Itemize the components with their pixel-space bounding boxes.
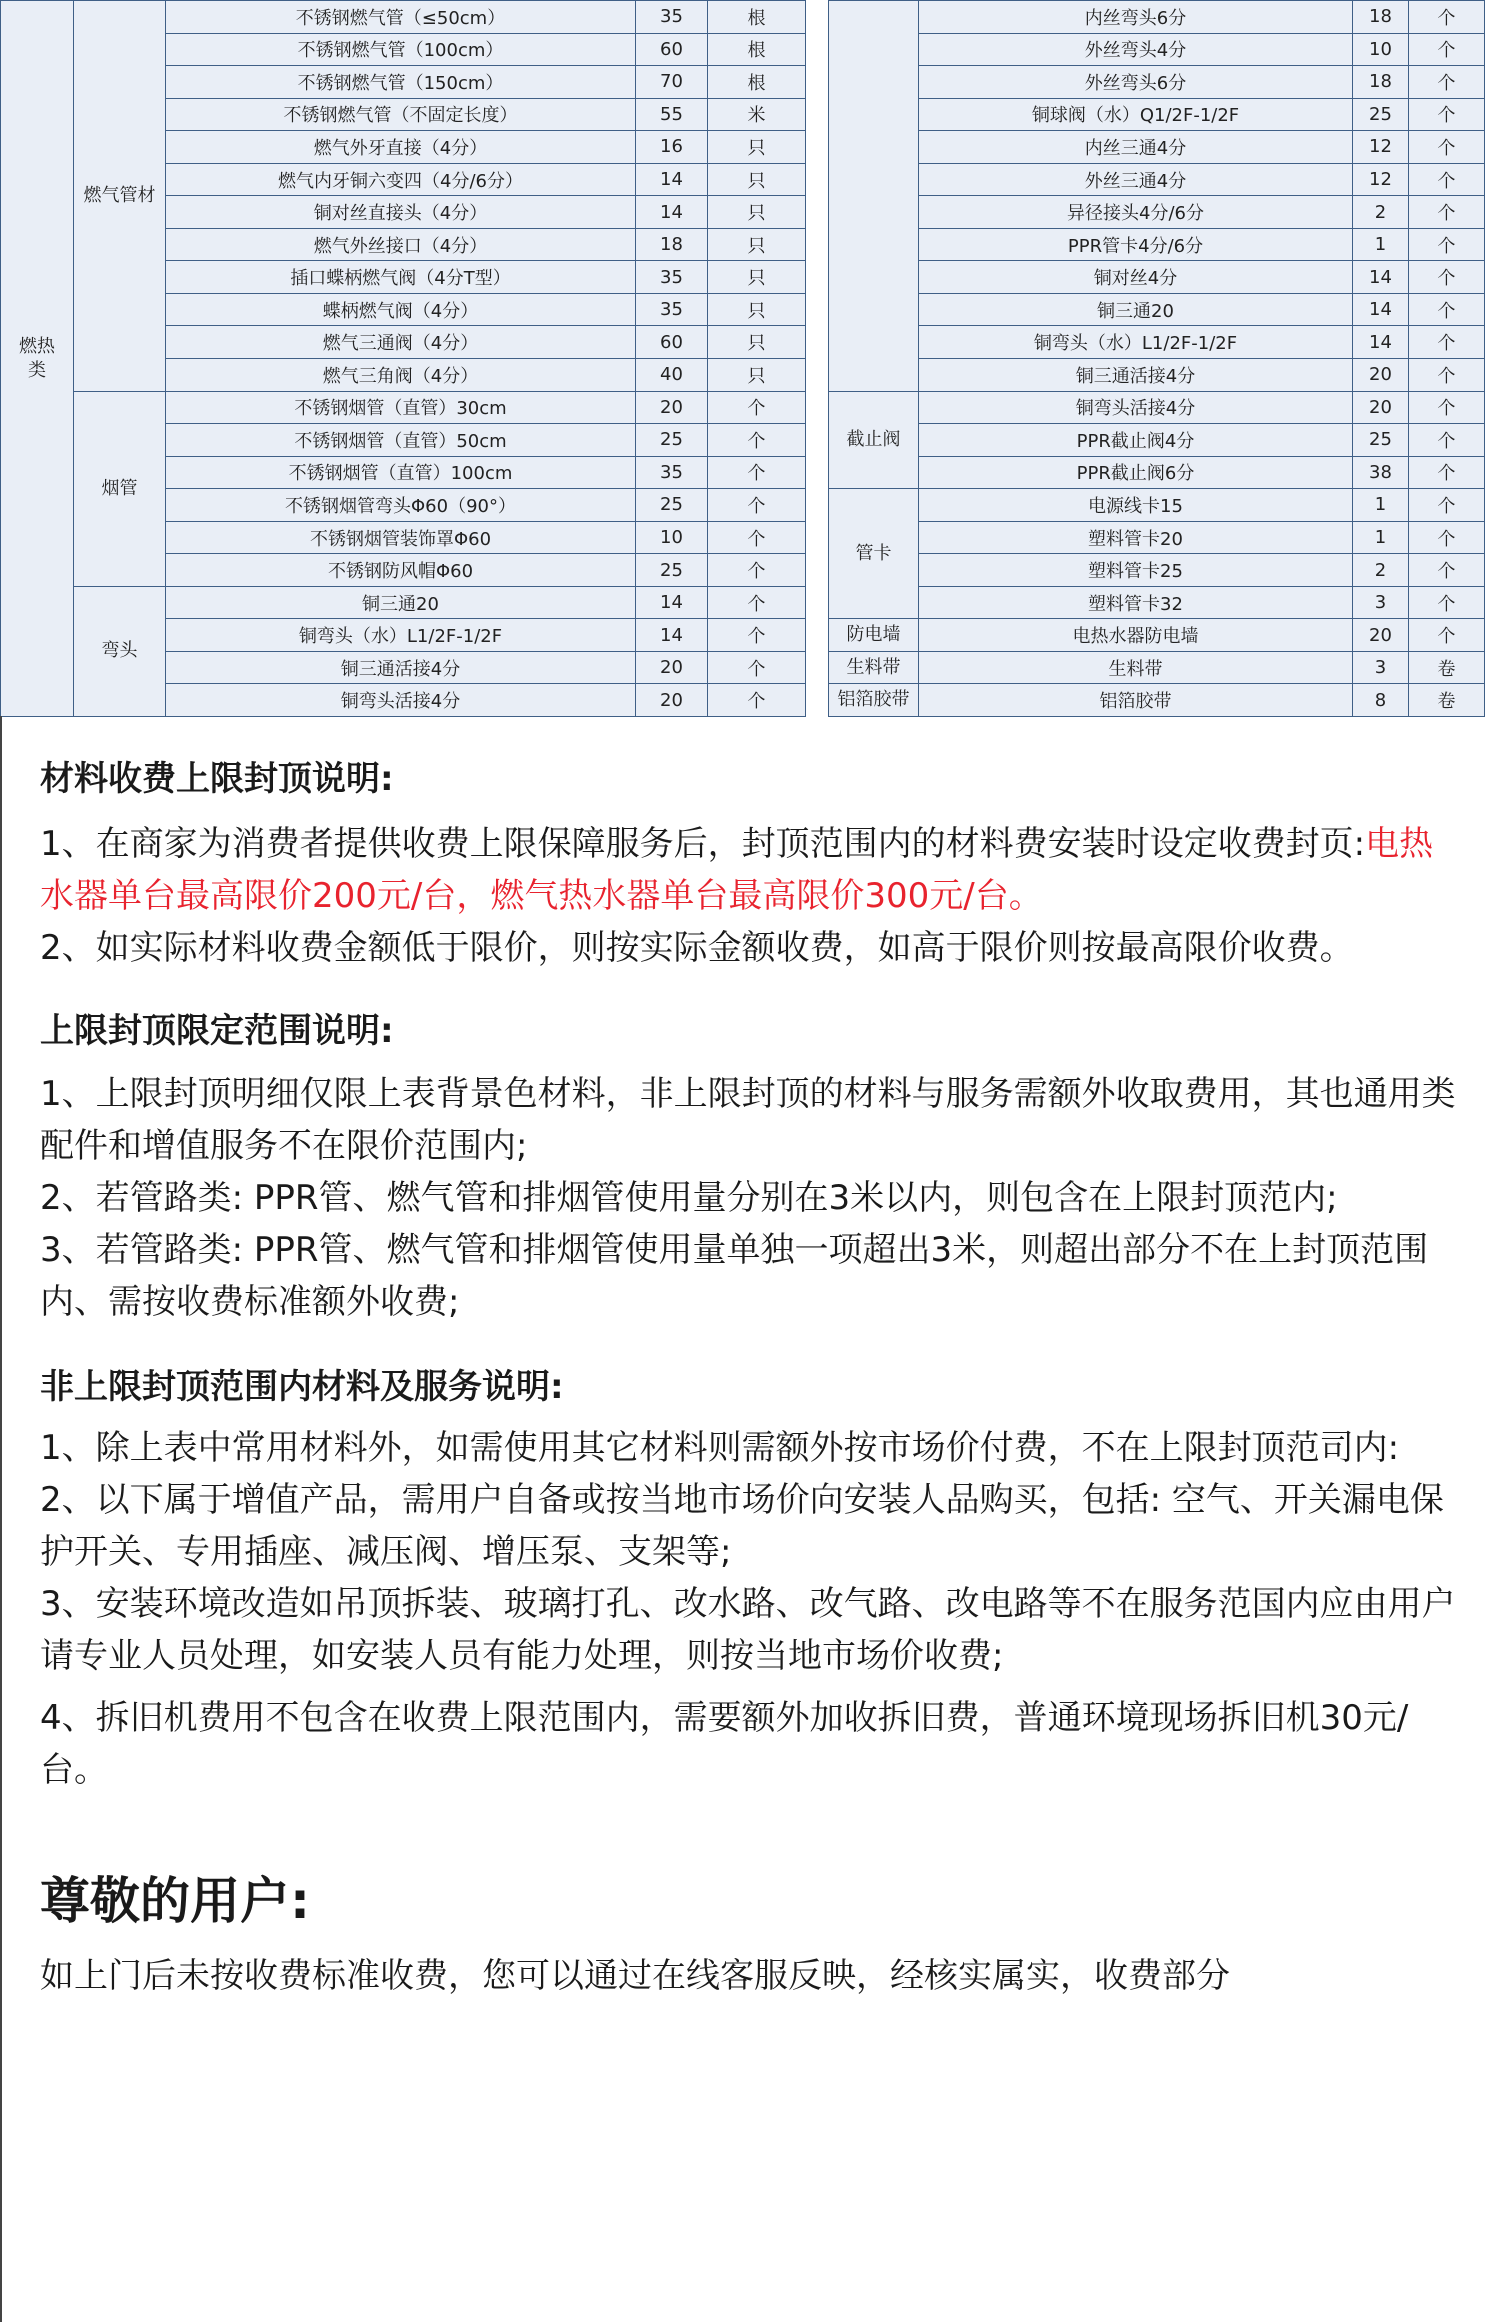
cap-para-1: 1、在商家为消费者提供收费上限保障服务后，封顶范围内的材料费安装时设定收费封页:电热水器单台最高限价200元/台，燃气热水器单台最高限价300元/台。 (40, 824, 1434, 916)
table-row (829, 424, 1485, 457)
item-qty-cell: 25 (636, 424, 708, 457)
subcategory-cell: 防电墙 (829, 619, 919, 652)
table-row (829, 196, 1485, 229)
item-unit-cell: 个 (1409, 391, 1485, 424)
table-row (829, 33, 1485, 66)
item-unit-cell: 个 (1409, 586, 1485, 619)
user-greeting-para: 如上门后未按收费标准收费，您可以通过在线客服反映，经核实属实，收费部分 (40, 1956, 1230, 1996)
subcategory-cell: 烟管 (74, 391, 166, 586)
item-name-cell: 燃气外牙直接（4分） (166, 131, 636, 164)
item-name-cell: 不锈钢防风帽Φ60 (166, 554, 636, 587)
item-unit-cell: 只 (708, 326, 806, 359)
right-price-table (828, 0, 1485, 717)
item-qty-cell: 12 (1353, 163, 1409, 196)
table-row (829, 293, 1485, 326)
item-unit-cell: 根 (708, 66, 806, 99)
item-qty-cell: 2 (1353, 196, 1409, 229)
subcategory-cell: 燃气管材 (74, 1, 166, 392)
notes-section (0, 716, 1500, 2322)
item-unit-cell: 个 (708, 684, 806, 717)
item-name-cell: 插口蝶柄燃气阀（4分T型） (166, 261, 636, 294)
item-unit-cell: 只 (708, 131, 806, 164)
item-name-cell: 塑料管卡32 (919, 586, 1353, 619)
item-unit-cell: 只 (708, 293, 806, 326)
item-qty-cell: 35 (636, 261, 708, 294)
item-unit-cell: 个 (1409, 163, 1485, 196)
table-row (1, 391, 806, 424)
item-name-cell: 不锈钢燃气管（不固定长度） (166, 98, 636, 131)
item-name-cell: 不锈钢燃气管（≤50cm） (166, 1, 636, 34)
item-qty-cell: 60 (636, 33, 708, 66)
item-unit-cell: 米 (708, 98, 806, 131)
item-qty-cell: 35 (636, 293, 708, 326)
item-unit-cell: 个 (1409, 131, 1485, 164)
item-qty-cell: 14 (636, 619, 708, 652)
item-name-cell: 燃气内牙铜六变四（4分/6分） (166, 163, 636, 196)
table-row (829, 684, 1485, 717)
item-name-cell: 不锈钢烟管（直管）30cm (166, 391, 636, 424)
subcategory-cell: 管卡 (829, 489, 919, 619)
item-unit-cell: 只 (708, 196, 806, 229)
item-name-cell: 塑料管卡20 (919, 521, 1353, 554)
item-qty-cell: 14 (636, 196, 708, 229)
item-qty-cell: 14 (636, 163, 708, 196)
item-unit-cell: 个 (1409, 196, 1485, 229)
item-qty-cell: 60 (636, 326, 708, 359)
item-unit-cell: 个 (1409, 489, 1485, 522)
table-row (829, 619, 1485, 652)
item-name-cell: 异径接头4分/6分 (919, 196, 1353, 229)
subcategory-cell: 弯头 (74, 586, 166, 716)
cap-para-2: 2、如实际材料收费金额低于限价，则按实际金额收费，如高于限价则按最高限价收费。 (40, 928, 1354, 968)
table-row (829, 1, 1485, 34)
item-qty-cell: 20 (636, 684, 708, 717)
item-unit-cell: 个 (1409, 424, 1485, 457)
item-name-cell: PPR截止阀6分 (919, 456, 1353, 489)
item-unit-cell: 只 (708, 261, 806, 294)
table-row (829, 261, 1485, 294)
item-unit-cell: 个 (708, 521, 806, 554)
item-name-cell: 外丝弯头4分 (919, 33, 1353, 66)
table-row (829, 326, 1485, 359)
item-unit-cell: 个 (1409, 359, 1485, 392)
table-row (829, 228, 1485, 261)
item-unit-cell: 只 (708, 359, 806, 392)
item-name-cell: 铜球阀（水）Q1/2F-1/2F (919, 98, 1353, 131)
subcategory-cell: 截止阀 (829, 391, 919, 489)
scope-para-2: 2、若管路类: PPR管、燃气管和排烟管使用量分别在3米以内，则包含在上限封顶范内; (40, 1178, 1338, 1218)
item-name-cell: 塑料管卡25 (919, 554, 1353, 587)
table-row (829, 456, 1485, 489)
item-qty-cell: 25 (636, 554, 708, 587)
item-unit-cell: 个 (708, 391, 806, 424)
item-name-cell: 不锈钢烟管弯头Φ60（90°） (166, 489, 636, 522)
item-qty-cell: 14 (1353, 261, 1409, 294)
item-qty-cell: 25 (1353, 98, 1409, 131)
table-row (829, 651, 1485, 684)
item-qty-cell: 20 (1353, 619, 1409, 652)
section-title-extra: 非上限封顶范围内材料及服务说明: (40, 1367, 564, 1407)
item-qty-cell: 18 (1353, 1, 1409, 34)
table-row (829, 489, 1485, 522)
item-qty-cell: 3 (1353, 586, 1409, 619)
item-name-cell: 铜三通20 (919, 293, 1353, 326)
item-unit-cell: 个 (708, 651, 806, 684)
item-name-cell: 铜对丝4分 (919, 261, 1353, 294)
item-name-cell: 铜弯头（水）L1/2F-1/2F (166, 619, 636, 652)
item-unit-cell: 个 (708, 424, 806, 457)
item-name-cell: 燃气外丝接口（4分） (166, 228, 636, 261)
item-qty-cell: 14 (636, 586, 708, 619)
item-unit-cell: 卷 (1409, 684, 1485, 717)
item-qty-cell: 40 (636, 359, 708, 392)
subcategory-cell: 生料带 (829, 651, 919, 684)
table-row (829, 521, 1485, 554)
item-name-cell: 燃气三通阀（4分） (166, 326, 636, 359)
table-row (829, 554, 1485, 587)
item-unit-cell: 个 (1409, 326, 1485, 359)
item-qty-cell: 38 (1353, 456, 1409, 489)
item-unit-cell: 只 (708, 163, 806, 196)
item-unit-cell: 个 (1409, 293, 1485, 326)
item-unit-cell: 根 (708, 1, 806, 34)
item-name-cell: 不锈钢烟管装饰罩Φ60 (166, 521, 636, 554)
item-unit-cell: 卷 (1409, 651, 1485, 684)
item-qty-cell: 1 (1353, 489, 1409, 522)
item-unit-cell: 个 (708, 586, 806, 619)
item-qty-cell: 1 (1353, 521, 1409, 554)
table-row (1, 586, 806, 619)
item-name-cell: 铜弯头活接4分 (166, 684, 636, 717)
cap-price-highlight: 电热水器单台最高限价200元/台，燃气热水器单台最高限价300元/台。 (40, 824, 1434, 916)
item-qty-cell: 16 (636, 131, 708, 164)
item-qty-cell: 20 (1353, 391, 1409, 424)
left-price-table (0, 0, 806, 717)
table-row (829, 131, 1485, 164)
item-unit-cell: 个 (1409, 619, 1485, 652)
item-unit-cell: 个 (1409, 66, 1485, 99)
extra-para-1: 1、除上表中常用材料外，如需使用其它材料则需额外按市场价付费，不在上限封顶范司内: (40, 1428, 1400, 1468)
user-greeting-title: 尊敬的用户: (40, 1872, 310, 1930)
item-qty-cell: 8 (1353, 684, 1409, 717)
item-qty-cell: 10 (636, 521, 708, 554)
item-name-cell: 不锈钢烟管（直管）50cm (166, 424, 636, 457)
item-name-cell: 生料带 (919, 651, 1353, 684)
item-qty-cell: 10 (1353, 33, 1409, 66)
item-qty-cell: 20 (1353, 359, 1409, 392)
item-unit-cell: 根 (708, 33, 806, 66)
item-name-cell: PPR管卡4分/6分 (919, 228, 1353, 261)
table-row (829, 391, 1485, 424)
item-name-cell: 外丝三通4分 (919, 163, 1353, 196)
section-title-cap: 材料收费上限封顶说明: (40, 759, 394, 799)
item-qty-cell: 55 (636, 98, 708, 131)
item-qty-cell: 20 (636, 651, 708, 684)
section-title-scope: 上限封顶限定范围说明: (40, 1011, 394, 1051)
item-unit-cell: 个 (708, 554, 806, 587)
item-name-cell: 内丝弯头6分 (919, 1, 1353, 34)
subcategory-cell: 铝箔胶带 (829, 684, 919, 717)
item-name-cell: 燃气三角阀（4分） (166, 359, 636, 392)
subcategory-cell (829, 1, 919, 392)
item-unit-cell: 个 (708, 619, 806, 652)
item-qty-cell: 14 (1353, 326, 1409, 359)
item-qty-cell: 35 (636, 456, 708, 489)
item-unit-cell: 个 (708, 456, 806, 489)
scope-para-3: 3、若管路类: PPR管、燃气管和排烟管使用量单独一项超出3米，则超出部分不在上封顶范围内、需按收费标准额外收费; (40, 1230, 1429, 1322)
price-tables (0, 0, 1500, 716)
table-row (829, 586, 1485, 619)
item-name-cell: 不锈钢燃气管（100cm） (166, 33, 636, 66)
item-unit-cell: 个 (1409, 228, 1485, 261)
item-qty-cell: 35 (636, 1, 708, 34)
item-unit-cell: 只 (708, 228, 806, 261)
item-name-cell: 电热水器防电墙 (919, 619, 1353, 652)
item-name-cell: 铜弯头活接4分 (919, 391, 1353, 424)
table-row (1, 1, 806, 34)
table-row (829, 163, 1485, 196)
extra-para-2: 2、以下属于增值产品，需用户自备或按当地市场价向安装人品购买，包括: 空气、开关漏电保护开关、专用插座、减压阀、增压泵、支架等; (40, 1480, 1444, 1572)
item-qty-cell: 12 (1353, 131, 1409, 164)
item-unit-cell: 个 (708, 489, 806, 522)
item-qty-cell: 70 (636, 66, 708, 99)
item-name-cell: 铝箔胶带 (919, 684, 1353, 717)
item-unit-cell: 个 (1409, 1, 1485, 34)
item-qty-cell: 2 (1353, 554, 1409, 587)
item-qty-cell: 25 (636, 489, 708, 522)
item-unit-cell: 个 (1409, 521, 1485, 554)
table-row (829, 98, 1485, 131)
item-name-cell: 铜三通20 (166, 586, 636, 619)
item-unit-cell: 个 (1409, 33, 1485, 66)
item-qty-cell: 20 (636, 391, 708, 424)
item-unit-cell: 个 (1409, 554, 1485, 587)
item-name-cell: 电源线卡15 (919, 489, 1353, 522)
item-name-cell: 铜弯头（水）L1/2F-1/2F (919, 326, 1353, 359)
item-name-cell: 内丝三通4分 (919, 131, 1353, 164)
item-name-cell: 铜对丝直接头（4分） (166, 196, 636, 229)
item-unit-cell: 个 (1409, 98, 1485, 131)
item-name-cell: 铜三通活接4分 (166, 651, 636, 684)
item-name-cell: 外丝弯头6分 (919, 66, 1353, 99)
item-qty-cell: 1 (1353, 228, 1409, 261)
item-unit-cell: 个 (1409, 456, 1485, 489)
item-name-cell: 不锈钢烟管（直管）100cm (166, 456, 636, 489)
item-qty-cell: 3 (1353, 651, 1409, 684)
table-row (829, 66, 1485, 99)
item-name-cell: 不锈钢燃气管（150cm） (166, 66, 636, 99)
extra-para-3: 3、安装环境改造如吊顶拆装、玻璃打孔、改水路、改气路、改电路等不在服务范国内应由用户请专业人员处理，如安装人员有能力处理，则按当地市场价收费; (40, 1584, 1456, 1676)
group-label-cell: 燃热类 (1, 1, 74, 717)
item-qty-cell: 14 (1353, 293, 1409, 326)
scope-para-1: 1、上限封顶明细仅限上表背景色材料，非上限封顶的材料与服务需额外收取费用，其也通用类配件和增值服务不在限价范围内; (40, 1074, 1456, 1166)
extra-para-4: 4、拆旧机费用不包含在收费上限范围内，需要额外加收拆旧费，普通环境现场拆旧机30元/台。 (40, 1698, 1409, 1790)
item-qty-cell: 18 (636, 228, 708, 261)
item-name-cell: 铜三通活接4分 (919, 359, 1353, 392)
item-qty-cell: 25 (1353, 424, 1409, 457)
item-unit-cell: 个 (1409, 261, 1485, 294)
table-row (829, 359, 1485, 392)
item-name-cell: 蝶柄燃气阀（4分） (166, 293, 636, 326)
item-name-cell: PPR截止阀4分 (919, 424, 1353, 457)
item-qty-cell: 18 (1353, 66, 1409, 99)
